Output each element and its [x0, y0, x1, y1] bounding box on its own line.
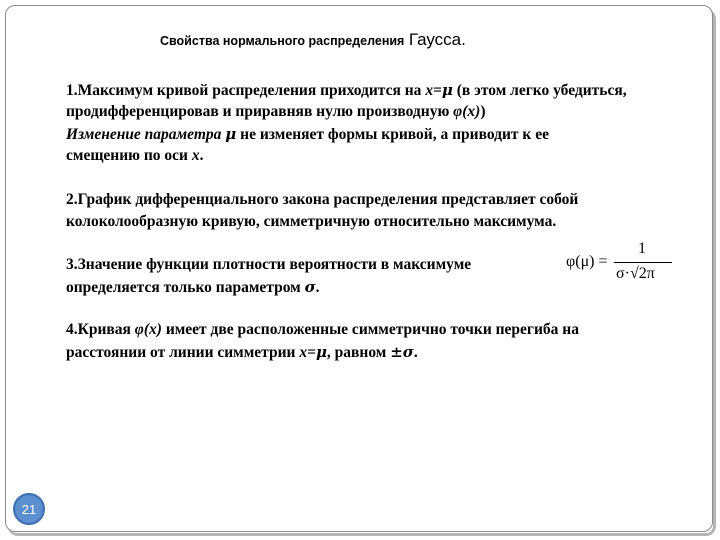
text: продифференцировав и приравняв нулю производную	[66, 103, 454, 120]
property-4-line-1	[66, 319, 720, 341]
property-1-line-2	[66, 101, 720, 123]
text: смещению по оси	[66, 147, 192, 164]
page-number: 21	[21, 501, 37, 517]
text: 3.Значение функции плотности вероятности в максимуме	[66, 256, 472, 273]
phi-x: φ(x)	[453, 103, 481, 120]
mu-symbol: μ	[315, 343, 327, 361]
page-number-badge	[13, 493, 45, 525]
property-1-line-3	[66, 123, 720, 146]
text: )	[480, 103, 486, 120]
mu-symbol: μ	[441, 81, 453, 99]
slide-title	[160, 30, 466, 50]
sigma-symbol: σ	[304, 278, 316, 296]
title-main: Гаусса.	[408, 30, 466, 49]
text: не изменяет формы кривой, а приводит к ее	[236, 126, 549, 143]
property-1-line-1	[66, 79, 720, 102]
var-x: x	[191, 147, 200, 164]
text: расстоянии от линии симметрии	[66, 344, 300, 361]
formula-lhs: φ(μ) =	[566, 253, 608, 270]
property-1-line-4	[66, 145, 720, 167]
title-prefix: Свойства нормального распределения	[160, 34, 405, 48]
var-x: x	[299, 344, 308, 361]
phi-x: φ(x)	[134, 321, 162, 338]
property-4-line-2	[66, 341, 720, 364]
text: 1.Максимум кривой распределения приходится на	[66, 82, 426, 99]
text: 4.Кривая	[66, 321, 135, 338]
var-x: x	[425, 82, 434, 99]
text: 2.График дифференциального закона распределения представляет собой	[66, 191, 579, 208]
plus-minus-sigma: ±σ	[390, 343, 414, 361]
fraction-bar	[614, 262, 672, 263]
text: , равном	[326, 344, 391, 361]
text: (в этом легко убедиться,	[452, 82, 627, 99]
mu-symbol: μ	[225, 125, 237, 143]
text: Изменение параметра	[66, 126, 226, 143]
equals: =	[307, 344, 316, 361]
formula-denominator: σ·√2π	[616, 265, 655, 282]
text: .	[199, 147, 204, 164]
property-2-line-2	[66, 211, 720, 233]
text: колоколообразную кривую, симметричную относительно максимума.	[66, 213, 557, 230]
equals: =	[433, 82, 442, 99]
property-2-line-1	[66, 189, 720, 211]
text: имеет две расположенные симметрично точки перегиба на	[161, 321, 579, 338]
text: .	[413, 344, 418, 361]
text: .	[315, 279, 320, 296]
max-density-formula	[562, 240, 672, 290]
formula-numerator: 1	[638, 240, 646, 257]
text: определяется только параметром	[66, 279, 305, 296]
